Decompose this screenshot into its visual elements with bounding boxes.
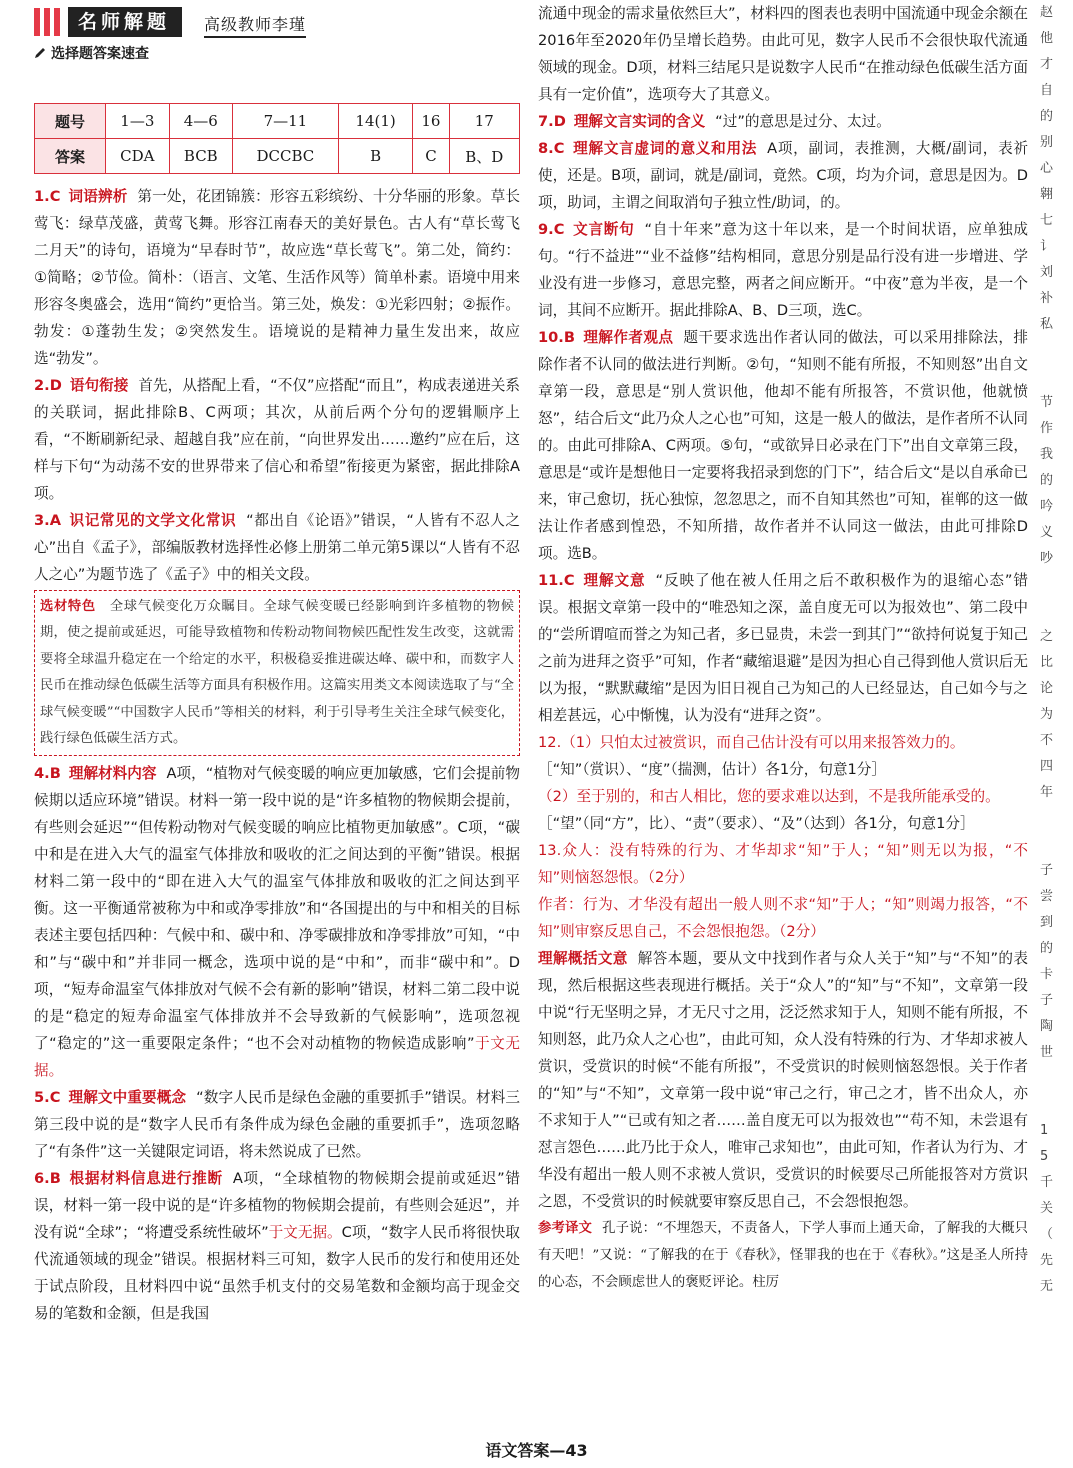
- answer-text: “数字人民币是绿色金融的重要抓手”错误。材料三第三段中说的是“数字人民币有条件成为绿色金融的重要抓手”，选项忽略了“有条件”这一关键限定词语，将未然说成了已然。: [34, 1089, 520, 1161]
- edge-char: [1040, 806, 1073, 832]
- edge-char: 义: [1040, 525, 1054, 540]
- edge-char: 讠: [1040, 239, 1054, 254]
- table-cell: 17: [449, 104, 519, 139]
- answer-number: 1.C: [34, 188, 61, 205]
- answer-number: 11.C: [538, 572, 575, 589]
- edge-char: 1: [1040, 1123, 1049, 1138]
- answer-tag: 理解文意: [582, 572, 646, 589]
- table-cell: B、D: [449, 139, 519, 174]
- edge-char: 关: [1040, 1201, 1054, 1216]
- edge-char: 七: [1040, 213, 1054, 228]
- answer-4: [34, 760, 520, 1084]
- answer-tag: 理解概括文意: [538, 950, 628, 967]
- answer-5: [34, 1084, 520, 1165]
- answer-text: 首先，从搭配上看，“不仅”应搭配“而且”，构成表递进关系的关联词，据此排除B、C两项；其次，从前后两个分句的逻辑顺序上看，“不断刷新纪录、超越自我”应在前，“向世界发出……邀约”应在后，这样与下句“为动荡不安的世界带来了信心和希望”衔接更为紧密，据此排除A项。: [34, 377, 520, 502]
- answer-text: A项，“植物对气候变暖的响应更加敏感，它们会提前物候期以适应环境”错误。材料一第一段中说的是“许多植物的物候期会提前，有些则会延迟”“但传粉动物对气候变暖的响应比植物更加敏感”。C项，“碳中和是在进入大气的温室气体排放和吸收的汇之间达到的平衡”错误。根据材料二第一段中的“即在进入大气的温室气体排放和吸收的汇之间达到平衡。这一平衡通常被称为中和或净零排放”和“各国提出的与中和相关的目标表述主要包括四种：气候中和、碳中和、净零碳排放和净零排放”可知，“中和”与“碳中和”并非同一概念，选项中说的是“中和”，而非“碳中和”。D项，“短寿命温室气体排放对气候不会有新的影响”错误，材料二第二段中说的是“稳定的短寿命温室气体排放并不会导致新的气候影响”，选项忽视了“稳定的”这一重要限定条件；“也不会对动植物的物候造成影响”: [34, 765, 520, 1053]
- answer-13-analysis: [538, 945, 1028, 1215]
- next-page-edge: [1040, 0, 1073, 1468]
- answer-text: “都出自《论语》”错误，“人皆有不忍人之心”出自《孟子》，部编版教材选择性必修上册第二单元第5课以“人皆有不忍人之心”为题节选了《孟子》中的相关文段。: [34, 512, 520, 583]
- answer-number: 2.D: [34, 377, 62, 394]
- edge-char: 心: [1040, 161, 1054, 176]
- answer-text: “自十年来”意为这十年以来，是一个时间状语，应单独成句。“行不益进”“业不益修”结构相同，意思分别是品行没有进一步增进、学业没有进一步修习，意思完整，两者之间应断开。“中夜”意为半夜，是一个词，其间不应断开。据此排除A、B、D三项，选C。: [538, 221, 1028, 319]
- edge-char: 千: [1040, 1175, 1054, 1190]
- answer-number: 8.C: [538, 140, 565, 157]
- table-row: [35, 104, 520, 139]
- answer-tag: 语句衔接: [69, 377, 129, 394]
- answer-text: 孔子说：“不埋怨天，不责备人，下学人事而上通天命，了解我的大概只有天吧！”又说：“了解我的在于《春秋》，怪罪我的也在于《春秋》。”这是圣人所持的心态，不会顾虑世人的褒贬评论。柱厉: [538, 1221, 1029, 1290]
- table-cell: 1—3: [106, 104, 170, 139]
- answer-7: [538, 108, 1028, 135]
- edge-char: 之: [1040, 629, 1054, 644]
- answer-tag: 识记常见的文学文化常识: [69, 512, 237, 529]
- answer-number: 6.B: [34, 1170, 61, 1188]
- edge-char: 作: [1040, 421, 1054, 436]
- edge-char: 卡: [1040, 967, 1054, 982]
- edge-char: 吟: [1040, 499, 1054, 514]
- edge-char: 翱: [1040, 187, 1054, 202]
- table-cell: C: [413, 139, 449, 174]
- edge-char: 尝: [1040, 889, 1054, 904]
- answer-number: 5.C: [34, 1089, 61, 1107]
- answer-text: A项，副词，表推测，大概/副词，表祈使，还是。B项，副词，就是/副词，竟然。C项，均为介词，意思是因为。D项，助词，主谓之间取消句子独立性/助词，的。: [538, 140, 1028, 211]
- edge-char: 到: [1040, 915, 1054, 930]
- answer-text: A项，“全球植物的物候期会提前或延迟”错误，材料一第一段中说的是“许多植物的物候期会提前，有些则会延迟”，并没有说“全球”；“将遭受系统性破坏”: [34, 1170, 520, 1242]
- decor-stripe: [54, 8, 60, 36]
- table-cell: BCB: [169, 139, 232, 174]
- edge-char: （: [1040, 1227, 1054, 1242]
- edge-char: [1040, 832, 1073, 858]
- answer-text: C项，“数字人民币将很快取代流通领域的现金”错误。根据材料三可知，数字人民币的发行和使用还处于试点阶段，且材料四中说“虽然手机支付的交易笔数和金额均高于现金交易的笔数和金额，但是我国: [34, 1224, 520, 1323]
- edge-char: 吵: [1040, 551, 1054, 566]
- edge-char: 我: [1040, 447, 1054, 462]
- quick-answer-label: 选择题答案速查: [51, 46, 149, 62]
- answer-highlight: 于文无据。: [268, 1224, 342, 1242]
- edge-char: [1040, 364, 1073, 390]
- table-cell: DCCBC: [232, 139, 338, 174]
- edge-char: 为: [1040, 707, 1054, 722]
- edge-char: 才: [1040, 57, 1054, 72]
- table-cell: B: [338, 139, 413, 174]
- edge-char: 的: [1040, 473, 1054, 488]
- answer-10: [538, 324, 1028, 567]
- answer-tag: 词语辨析: [68, 188, 128, 205]
- edge-char: 刘: [1040, 265, 1054, 280]
- answer-number: 4.B: [34, 765, 61, 783]
- edge-char: [1040, 338, 1073, 364]
- answer-13-a: 13.众人：没有特殊的行为、才华却求“知”于人；“知”则无以为报，“不知”则恼怒怨恨。（2分）: [538, 842, 1028, 886]
- edge-char: 的: [1040, 941, 1054, 956]
- material-feature-box: [34, 590, 520, 756]
- answer-6-continued: 流通中现金的需求量依然巨大”，材料四的图表也表明中国流通中现金余额在2016年至2020年仍呈增长趋势。由此可见，数字人民币不会很快取代流通领域的现金。D项，材料三结尾只是说数字人民币“在推动绿色低碳生活方面具有一定价值”，选项夸大了其意义。: [538, 5, 1028, 103]
- quick-answer-heading: [34, 43, 149, 63]
- reference-translation: [538, 1215, 1028, 1296]
- page-footer: 语文答案—43: [485, 1441, 588, 1460]
- table-cell: 14(1): [338, 104, 413, 139]
- edge-char: 子: [1040, 993, 1054, 1008]
- edge-char: [1040, 1092, 1073, 1118]
- answer-tag: 参考译文: [538, 1221, 593, 1236]
- answer-text: “过”的意思是过分、太过。: [715, 113, 891, 130]
- answer-8: [538, 135, 1028, 216]
- answer-number: 3.A: [34, 512, 61, 529]
- table-row: [35, 139, 520, 174]
- box-text: 全球气候变化万众瞩目。全球气候变暖已经影响到许多植物的物候期，使之提前或延迟，可能导致植物和传粉动物间物候匹配性发生改变，这就需要将全球温升稳定在一个给定的水平，积极稳妥推进碳达峰、碳中和，而数字人民币在推动绿色低碳生活等方面具有积极作用。这篇实用类文本阅读选取了与“全球气候变暖”“中国数字人民币”等相关的材料，利于引导考生关注全球气候变化，践行绿色低碳生活方式。: [40, 599, 515, 747]
- edge-char: [1040, 572, 1073, 598]
- table-cell: 7—11: [232, 104, 338, 139]
- answer-number: 7.D: [538, 113, 566, 130]
- answer-12-1-points: ［“知”（赏识）、“度”（揣测，估计）各1分，句意1分］: [538, 761, 886, 778]
- edge-char: 私: [1040, 317, 1054, 332]
- row-label: 题号: [35, 104, 106, 139]
- left-body: [34, 183, 520, 1327]
- decor-stripe: [34, 8, 40, 36]
- answer-12-2-points: ［“望”（同“方”，比）、“责”（要求）、“及”（达到）各1分，句意1分］: [538, 815, 975, 832]
- answer-number: 9.C: [538, 221, 565, 238]
- answer-text: 解答本题，要从文中找到作者与众人关于“知”与“不知”的表现，然后根据这些表现进行概括。关于“众人”的“知”与“不知”，文章第一段中说“行无坚明之异，才无尺寸之用，泛泛然求知于人，知则不能有所报，不知则怒，此乃众人之心也”，由此可知，众人没有特殊的行为、才华却求被人赏识，受赏识的时候“不能有所报”，不受赏识的时候则恼怒怨恨。关于作者的“知”与“不知”，文章第一段中说“审己之行，审己之才，皆不出众人，亦不求知于人”“已或有知之者……盖自度无可以为报效也”“苟不知，未尝退有怼言怨色……此乃比于众人，唯审己求知也”，由此可知，作者认为行为、才华没有超出一般人则不求被人赏识，受赏识的时候要尽己所能报答对方赏识之恩，不受赏识的时候就要审察反思自己，不会怨恨抱怨。: [538, 950, 1028, 1210]
- edge-char: 四: [1040, 759, 1054, 774]
- edge-char: 论: [1040, 681, 1054, 696]
- answer-2: [34, 372, 520, 507]
- edge-char: 他: [1040, 31, 1054, 46]
- answer-text: 题干要求选出作者认同的做法，可以采用排除法，排除作者不认同的做法进行判断。②句，“知则不能有所报，不知则怒”出自文章第一段，意思是“别人赏识他，他却不能有所报答，不赏识他，他就愤怒”，结合后文“此乃众人之心也”可知，这是一般人的做法，是作者所不认同的。由此可排除A、C两项。⑤句，“或欲异日必录在门下”出自文章第三段，意思是“或许是想他日一定要将我招录到您的门下”，结合后文“是以自承命已来，审己愈切，抚心独惊，忽忽思之，而不自知其然也”可知，崔郸的这一做法让作者感到惶恐，不知所措，故作者并不认同这一做法，由此可排除D项。选B。: [538, 329, 1028, 562]
- box-label: 选材特色: [40, 599, 96, 614]
- answer-number: 10.B: [538, 329, 575, 346]
- answer-tag: 理解文中重要概念: [68, 1089, 187, 1107]
- decor-stripe: [44, 8, 50, 36]
- answer-highlight: 于文无据。: [34, 1035, 520, 1080]
- left-column: [34, 0, 522, 1323]
- answer-12-1: 12.（1）只怕太过被赏识，而自己估计没有可以用来报答效力的。: [538, 734, 965, 751]
- answer-12-2: （2）至于别的，和古人相比，您的要求难以达到，不是我所能承受的。: [538, 788, 1000, 805]
- edge-char: [1040, 598, 1073, 624]
- table-cell: CDA: [106, 139, 170, 174]
- answer-11: [538, 567, 1028, 729]
- answer-tag: 理解作者观点: [582, 329, 674, 346]
- edge-char: 无: [1040, 1279, 1054, 1294]
- answer-text: “反映了他在被人任用之后不敢积极作为的退缩心态”错误。根据文章第一段中的“唯恐知之深，盖自度无可以为报效也”、第二段中的“尝所谓喧而誉之为知己者，多已显贵，未尝一到其门”“欲持何说复于知己之前为进拜之资乎”可知，作者“藏缩退避”是因为担心自己得到他人赏识后无以为报，“默默藏缩”是因为旧日视自己为知己的人已经显达，自己如今与之相差甚远，心中惭愧，认为没有“进拜之资”。: [538, 572, 1028, 724]
- section-title: 名师解题: [68, 7, 182, 37]
- edge-char: 自: [1040, 83, 1054, 98]
- teacher-name: 高级教师李瑾: [204, 12, 306, 38]
- table-cell: 4—6: [169, 104, 232, 139]
- edge-char: 别: [1040, 135, 1054, 150]
- right-column: [538, 0, 1028, 1296]
- edge-char: 节: [1040, 395, 1054, 410]
- edge-char: 5: [1040, 1149, 1049, 1164]
- edge-char: 赵: [1040, 5, 1054, 20]
- answer-tag: 根据材料信息进行推断: [68, 1170, 223, 1188]
- answer-9: [538, 216, 1028, 324]
- answer-table: [34, 103, 520, 174]
- row-label: 答案: [35, 139, 106, 174]
- answer-13-b: 作者：行为、才华没有超出一般人则不求“知”于人；“知”则竭力报答，“不知”则审察反思自己，不会怨恨抱怨。（2分）: [538, 896, 1028, 940]
- answer-tag: 理解文言实词的含义: [573, 113, 706, 130]
- answer-6: [34, 1165, 520, 1327]
- edge-char: 不: [1040, 733, 1054, 748]
- edge-char: 的: [1040, 109, 1054, 124]
- answer-tag: 理解材料内容: [68, 765, 157, 783]
- edge-char: 陶: [1040, 1019, 1054, 1034]
- edge-char: 比: [1040, 655, 1054, 670]
- edge-char: [1040, 1066, 1073, 1092]
- pencil-icon: [34, 47, 46, 59]
- answer-3: [34, 507, 520, 588]
- table-cell: 16: [413, 104, 449, 139]
- edge-char: 补: [1040, 291, 1054, 306]
- answer-tag: 文言断句: [572, 221, 635, 238]
- edge-char: 年: [1040, 785, 1054, 800]
- answer-1: [34, 183, 520, 372]
- answer-text: 第一处，花团锦簇：形容五彩缤纷、十分华丽的形象。草长莺飞：绿草茂盛，黄莺飞舞。形容江南春天的美好景色。古人有“草长莺飞二月天”的诗句，语境为“早春时节”，故应选“草长莺飞”。第二处，简约：①简略；②节俭。简朴：（语言、文笔、生活作风等）简单朴素。语境中用来形容冬奥盛会，选用“简约”更恰当。第三处，焕发：①光彩四射；②振作。勃发：①蓬勃生发；②突然发生。语境说的是精神力量生发出来，故应选“勃发”。: [34, 188, 520, 367]
- answer-tag: 理解文言虚词的意义和用法: [572, 140, 758, 157]
- edge-char: 子: [1040, 863, 1054, 878]
- edge-char: 先: [1040, 1253, 1054, 1268]
- edge-char: 世: [1040, 1045, 1054, 1060]
